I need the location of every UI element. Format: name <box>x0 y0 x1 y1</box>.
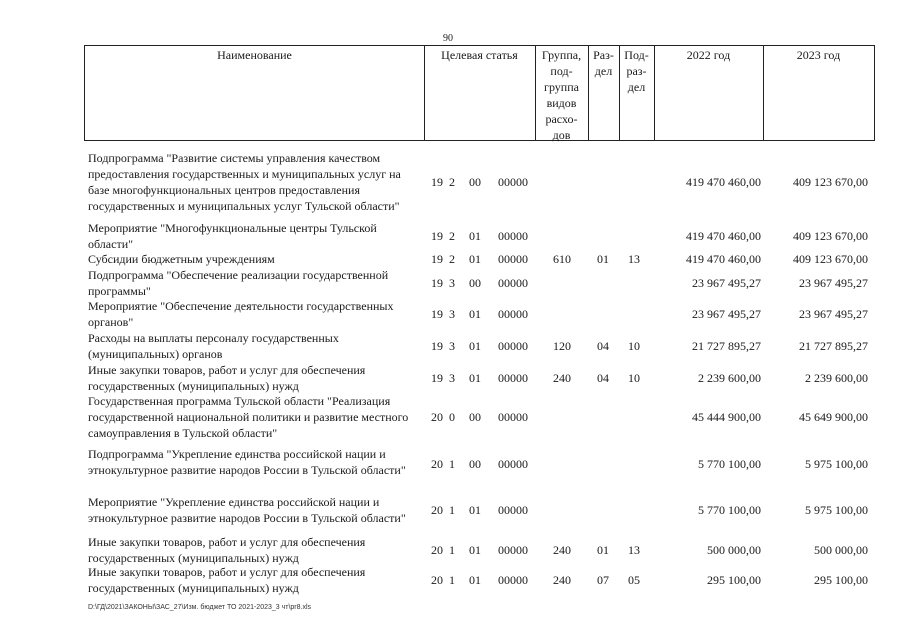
row-target-3: 01 <box>469 371 481 385</box>
row-razdel: 04 <box>597 371 609 385</box>
row-target-1: 19 <box>431 339 443 353</box>
row-name: Иные закупки товаров, работ и услуг для обеспечения государственных (муниципальных) нужд <box>88 565 366 595</box>
header-group-line: расхо- <box>545 112 578 126</box>
header-group <box>535 45 589 141</box>
header-podrazdel-line: дел <box>627 80 646 94</box>
row-target-4: 00000 <box>498 307 528 321</box>
row-razdel: 04 <box>597 339 609 353</box>
row-name: Подпрограмма "Развитие системы управления качеством предоставления государственных и муниципальных услуг на базе многофункциональных центров предоставления государственных и муниципальных услуг Тульской области" <box>88 151 401 213</box>
page-number: 90 <box>443 33 453 44</box>
row-2022: 500 000,00 <box>707 543 761 557</box>
row-target-1: 19 <box>431 175 443 189</box>
row-target-3: 01 <box>469 543 481 557</box>
row-target-4: 00000 <box>498 175 528 189</box>
row-razdel: 01 <box>597 543 609 557</box>
row-razdel: 07 <box>597 573 609 587</box>
row-target-4: 00000 <box>498 410 528 424</box>
row-group: 610 <box>553 252 571 266</box>
row-2022: 295 100,00 <box>707 573 761 587</box>
header-razdel-line: дел <box>594 64 613 78</box>
row-name: Расходы на выплаты персоналу государственных (муниципальных) органов <box>88 331 339 361</box>
row-2023: 45 649 900,00 <box>799 410 868 424</box>
row-target-4: 00000 <box>498 229 528 243</box>
row-target-3: 01 <box>469 252 481 266</box>
row-name: Подпрограмма "Обеспечение реализации государственной программы" <box>88 268 389 298</box>
header-group-line: дов <box>552 128 571 142</box>
row-2023: 500 000,00 <box>814 543 868 557</box>
row-target-2: 1 <box>449 503 455 517</box>
row-2023: 409 123 670,00 <box>793 175 868 189</box>
row-name: Иные закупки товаров, работ и услуг для обеспечения государственных (муниципальных) нужд <box>88 535 366 565</box>
row-2022: 2 239 600,00 <box>698 371 761 385</box>
row-target-2: 1 <box>449 457 455 471</box>
row-target-2: 3 <box>449 339 455 353</box>
row-2023: 5 975 100,00 <box>805 457 868 471</box>
row-target-4: 00000 <box>498 371 528 385</box>
row-group: 120 <box>553 339 571 353</box>
row-2023: 409 123 670,00 <box>793 229 868 243</box>
row-target-3: 01 <box>469 307 481 321</box>
row-target-1: 20 <box>431 503 443 517</box>
row-podrazdel: 13 <box>628 543 640 557</box>
row-target-1: 19 <box>431 371 443 385</box>
row-target-4: 00000 <box>498 339 528 353</box>
row-2023: 23 967 495,27 <box>799 307 868 321</box>
row-target-1: 19 <box>431 307 443 321</box>
header-year-2022: 2022 год <box>654 45 764 141</box>
header-razdel <box>588 45 620 141</box>
row-target-3: 00 <box>469 410 481 424</box>
row-2023: 23 967 495,27 <box>799 276 868 290</box>
row-2023: 5 975 100,00 <box>805 503 868 517</box>
header-group-line: Группа, <box>541 48 582 62</box>
row-target-1: 20 <box>431 573 443 587</box>
row-target-2: 3 <box>449 371 455 385</box>
row-target-1: 19 <box>431 252 443 266</box>
row-2023: 21 727 895,27 <box>799 339 868 353</box>
row-name: Государственная программа Тульской области "Реализация государственной национальной политики и развитие местного самоуправления в Тульской области" <box>88 394 409 440</box>
row-name: Подпрограмма "Укрепление единства российской нации и этнокультурное развитие народов России в Тульской области" <box>88 447 406 477</box>
row-target-2: 2 <box>449 229 455 243</box>
row-name: Мероприятие "Укрепление единства российской нации и этнокультурное развитие народов России в Тульской области" <box>88 495 406 525</box>
row-target-2: 3 <box>449 276 455 290</box>
row-2022: 419 470 460,00 <box>686 175 761 189</box>
row-podrazdel: 10 <box>628 339 640 353</box>
row-podrazdel: 05 <box>628 573 640 587</box>
row-name: Мероприятие "Многофункциональные центры Тульской области" <box>88 221 377 251</box>
row-target-4: 00000 <box>498 503 528 517</box>
header-group-line: видов <box>546 96 577 110</box>
row-target-4: 00000 <box>498 276 528 290</box>
row-target-2: 2 <box>449 252 455 266</box>
row-target-3: 00 <box>469 276 481 290</box>
row-target-1: 19 <box>431 229 443 243</box>
row-target-3: 01 <box>469 229 481 243</box>
row-target-1: 19 <box>431 276 443 290</box>
header-razdel-line: Раз- <box>593 48 614 62</box>
header-podrazdel-line: Под- <box>624 48 649 62</box>
header-podrazdel <box>619 45 655 141</box>
header-podrazdel-line: раз- <box>626 64 647 78</box>
row-target-2: 1 <box>449 573 455 587</box>
row-razdel: 01 <box>597 252 609 266</box>
row-target-4: 00000 <box>498 543 528 557</box>
row-target-3: 00 <box>469 457 481 471</box>
row-podrazdel: 13 <box>628 252 640 266</box>
row-2022: 23 967 495,27 <box>692 307 761 321</box>
row-target-4: 00000 <box>498 573 528 587</box>
row-target-2: 1 <box>449 543 455 557</box>
row-group: 240 <box>553 371 571 385</box>
row-target-1: 20 <box>431 543 443 557</box>
row-2022: 5 770 100,00 <box>698 503 761 517</box>
row-name: Субсидии бюджетным учреждениям <box>88 252 275 266</box>
file-path-footer: D:\ГД\2021\ЗАКОНЫ\ЗАС_27\Изм. бюджет ТО 2021-2023_3 чт\pr8.xls <box>88 604 312 611</box>
row-target-3: 01 <box>469 503 481 517</box>
row-2022: 419 470 460,00 <box>686 252 761 266</box>
row-target-4: 00000 <box>498 457 528 471</box>
row-target-1: 20 <box>431 457 443 471</box>
header-year-2023: 2023 год <box>763 45 875 141</box>
row-target-4: 00000 <box>498 252 528 266</box>
row-target-3: 00 <box>469 175 481 189</box>
row-target-1: 20 <box>431 410 443 424</box>
header-group-line: группа <box>544 80 579 94</box>
row-podrazdel: 10 <box>628 371 640 385</box>
row-name: Мероприятие "Обеспечение деятельности государственных органов" <box>88 299 394 329</box>
row-2023: 409 123 670,00 <box>793 252 868 266</box>
header-target-article: Целевая статья <box>424 45 536 141</box>
row-target-2: 2 <box>449 175 455 189</box>
row-target-3: 01 <box>469 573 481 587</box>
row-2022: 23 967 495,27 <box>692 276 761 290</box>
row-group: 240 <box>553 573 571 587</box>
row-target-3: 01 <box>469 339 481 353</box>
header-group-line: под- <box>550 64 573 78</box>
header-name: Наименование <box>84 45 425 141</box>
row-2022: 45 444 900,00 <box>692 410 761 424</box>
row-2022: 5 770 100,00 <box>698 457 761 471</box>
row-target-2: 0 <box>449 410 455 424</box>
row-name: Иные закупки товаров, работ и услуг для обеспечения государственных (муниципальных) нужд <box>88 363 366 393</box>
row-2022: 419 470 460,00 <box>686 229 761 243</box>
row-2023: 295 100,00 <box>814 573 868 587</box>
row-target-2: 3 <box>449 307 455 321</box>
row-group: 240 <box>553 543 571 557</box>
row-2023: 2 239 600,00 <box>805 371 868 385</box>
row-2022: 21 727 895,27 <box>692 339 761 353</box>
